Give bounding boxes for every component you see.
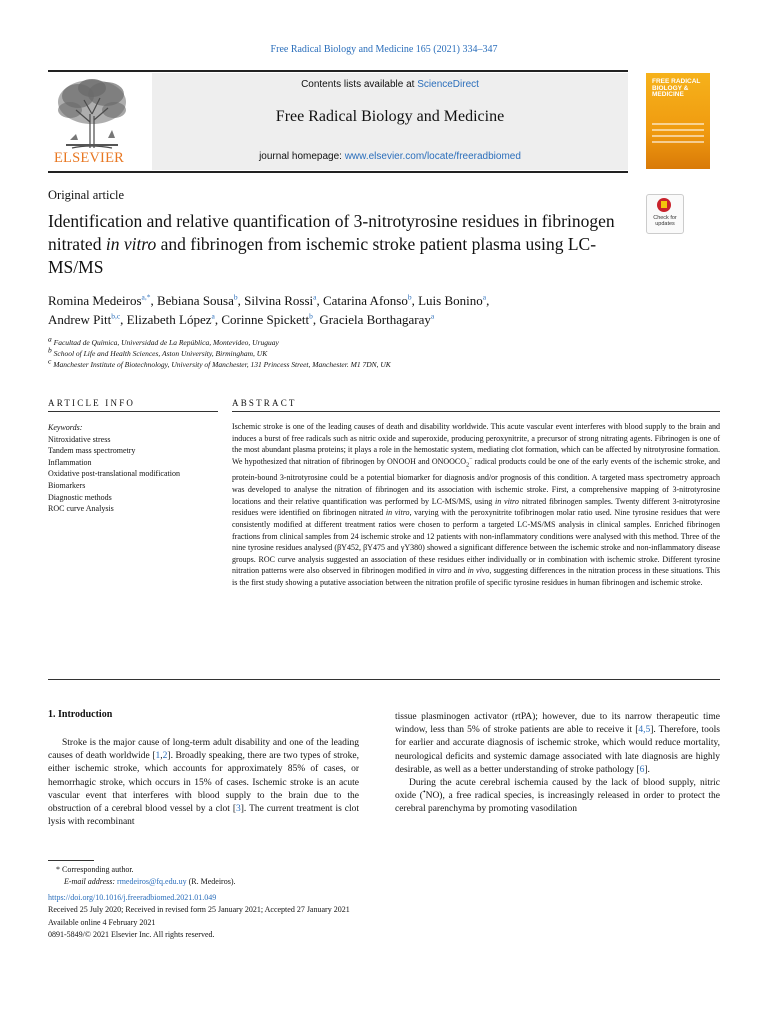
author-affiliation-mark[interactable]: a <box>430 311 435 321</box>
publication-info <box>48 892 728 942</box>
abstract-part: nitrated fibrinogen samples. Twenty different 3-nitrotyrosine residues were identified on fibrinogen nitrated <box>232 496 720 518</box>
bookmark-icon <box>661 201 667 208</box>
affiliation-text: Facultad de Química, Universidad de La República, Montevideo, Uruguay <box>53 338 279 347</box>
keywords-block <box>48 422 223 515</box>
abstract-italic: in vitro <box>495 496 519 506</box>
author-name[interactable]: Luis Bonino <box>418 293 483 308</box>
keywords-label: Keywords: <box>48 423 83 432</box>
citation-link[interactable]: 3 <box>236 804 241 815</box>
article-type: Original article <box>48 188 125 202</box>
author-name[interactable]: Bebiana Sousa <box>156 293 234 308</box>
email-suffix: (R. Medeiros). <box>186 877 236 887</box>
author-name[interactable]: Andrew Pitt <box>48 312 112 327</box>
body-text: ]. Broadly speaking, there are two types of stroke, either ischemic stroke, which accounts for approximately 85% of cases, or hemorrhagic stroke, which occurs in 15% of cases. Ischemic stroke is an acute vascular event that interferes with blood supply to the brain due to the obstruction of a cerebral blood vessel by a clot [ <box>48 751 359 815</box>
doi-link[interactable]: https://doi.org/10.1016/j.freeradbiomed.2021.01.049 <box>48 892 217 902</box>
title-text-2: and fibrinogen from ischemic stroke patient plasma using LC-MS/MS <box>48 234 597 277</box>
abstract-heading: ABSTRACT <box>232 398 297 408</box>
author-affiliation-mark[interactable]: a,* <box>141 292 151 302</box>
author-separator: , <box>312 312 320 327</box>
article-title <box>48 210 628 279</box>
abstract-bottom-rule <box>48 679 720 680</box>
citation-link[interactable]: 6 <box>639 764 645 775</box>
abstract-rule <box>232 411 720 412</box>
running-head[interactable]: Free Radical Biology and Medicine 165 (2021) 334–347 <box>270 44 498 55</box>
citation-link[interactable]: 4,5 <box>638 725 651 736</box>
title-text-1: Identification and relative quantification of 3-nitrotyrosine residues in fibrinogen nitrated <box>48 211 615 254</box>
journal-title: Free Radical Biology and Medicine <box>275 108 505 125</box>
author-separator: , <box>120 312 127 327</box>
banner-bottom-rule <box>48 171 628 173</box>
affiliation-item <box>48 345 648 359</box>
author-separator: , <box>214 312 222 327</box>
check-updates-label: Check for updates <box>653 215 677 227</box>
footnote-rule <box>48 860 94 861</box>
author-separator: , <box>316 293 323 308</box>
citation-link[interactable]: 2 <box>162 751 168 762</box>
abstract-part: and <box>451 566 468 576</box>
corresponding-author-note <box>48 864 728 876</box>
affiliation-mark: a <box>48 334 52 344</box>
elsevier-wordmark[interactable]: ELSEVIER <box>53 150 125 166</box>
author-affiliation-mark[interactable]: b <box>309 311 313 321</box>
author-affiliation-mark[interactable]: a <box>482 292 487 302</box>
affiliation-item <box>48 356 648 370</box>
author-affiliation-mark[interactable]: b <box>233 292 238 302</box>
copyright: 0891-5849/© 2021 Elsevier Inc. All rights reserved. <box>48 930 215 940</box>
author-affiliation-mark[interactable]: b <box>407 292 412 302</box>
title-italic: in vitro <box>105 234 157 254</box>
author-separator: , <box>237 293 245 308</box>
body-text: NO), a free radical species, is increasingly released in order to protect the cerebral parenchyma by promoting vasodilation <box>395 791 720 815</box>
author-name[interactable]: Romina Medeiros <box>48 293 142 308</box>
body-text: ]. Therefore, tools for earlier and accurate diagnosis of ischemic stroke, which would reduce mortality, neurological deficits and systemic damage associated with late diagnosis are highly desirable, as well as a better understanding of stroke pathology [ <box>395 725 720 775</box>
footnote-text: Corresponding author. <box>60 865 134 874</box>
introduction-heading: 1. Introduction <box>48 709 113 720</box>
author-separator: , <box>411 293 419 308</box>
body-text: During the acute cerebral ischemia caused by the lack of blood supply, nitric oxide ( <box>395 778 720 802</box>
abstract-italic: in vitro <box>428 566 452 576</box>
keyword: Diagnostic methods <box>48 492 112 502</box>
affiliation-item <box>48 334 648 348</box>
radical-dot: • <box>422 787 426 797</box>
abstract-italic: in vivo <box>467 566 490 576</box>
author-separator: , <box>150 293 157 308</box>
intro-right-column <box>395 711 720 817</box>
author-name[interactable]: Catarina Afonso <box>322 293 408 308</box>
email-label: E-mail address: <box>64 877 116 887</box>
email-link[interactable]: rmedeiros@fq.edu.uy <box>117 877 187 887</box>
paragraph <box>395 777 720 817</box>
abstract-part: , varying with the peroxynitrite tofibrinogen molar ratio used. Nine tyrosine residues that were consistently modified at different treatment ratios were chosen to perform a targeted LC-MS/MS analysis in clinical samples. Enriched fibrinogen fractions from clinical samples from 24 ischemic stroke and 12 patients with non-inflammatory conditions were analysed with this method. Three of the nine tyrosine residues analysed (βY452, βY475 and γY380) showed a significant difference between the ischemic stroke and non-inflammatory disease groups. ROC curve analysis suggested an association of these residues either individually or in combination with ischemic stroke. Different tyrosine nitration patterns were also observed in fibrinogen modified <box>232 508 720 576</box>
abstract-part: Ischemic stroke is one of the leading causes of death and disability worldwide. This acute vascular event interferes with blood supply to the brain and induces a burst of free radicals such as nitric oxide and superoxide, producing peroxynitrite, a precursor of strong nitrating agents. Fibrinogen is one of the most abundant plasma proteins; it plays a role in the hemostatic system, mediating clot formation, which can be affected by nitrotyrosine formation. We hypothesized that nitration of fibrinogen by ONOOH and ONOOCO <box>232 422 720 466</box>
body-text: ]. The current treatment is clot lysis with recombinant <box>48 804 359 828</box>
available-online: Available online 4 February 2021 <box>48 917 156 927</box>
footnote-mark: * <box>56 865 60 874</box>
homepage-prefix: journal homepage: <box>259 151 345 162</box>
intro-left-column <box>48 737 359 829</box>
received-dates: Received 25 July 2020; Received in revised form 25 January 2021; Accepted 27 January 2021 <box>48 905 350 915</box>
author-affiliation-mark[interactable]: a <box>313 292 317 302</box>
sciencedirect-link[interactable]: ScienceDirect <box>417 79 479 90</box>
footnotes <box>48 864 728 941</box>
abstract-text <box>232 421 720 589</box>
author-name[interactable]: Elizabeth López <box>126 312 212 327</box>
affiliation-text: School of Life and Health Sciences, Aston University, Birmingham, UK <box>53 349 268 358</box>
abstract-part: radical products could be one of the early events of the ischemic stroke, and protein-bound 3-nitrotyrosine could be a potential biomarker for diagnosis and/or prognosis of this condition. A targeted mass spectrometry approach was developed to analyse the nitration of fibrinogen and its association with ischemic stroke. First, a comprehensive mapping of 3-nitrotyrosine locations and their relative quantification was performed by LC-MS/MS, using <box>232 456 721 506</box>
author-name[interactable]: Graciela Borthagaray <box>319 312 431 327</box>
affiliation-mark: c <box>48 356 52 366</box>
author-separator: , <box>486 293 490 308</box>
abstract-italic: in vitro <box>385 508 410 518</box>
body-text: Stroke is the major cause of long-term adult disability and one of the leading causes of death worldwide [ <box>48 738 359 762</box>
affiliations <box>48 334 648 370</box>
author-name[interactable]: Silvina Rossi <box>244 293 314 308</box>
keyword: Inflammation <box>48 457 92 467</box>
author-affiliation-mark[interactable]: a <box>211 311 215 321</box>
keyword: Tandem mass spectrometry <box>48 446 136 456</box>
keyword: Biomarkers <box>48 480 86 490</box>
email-note <box>48 876 728 888</box>
journal-cover-thumbnail[interactable] <box>646 73 710 169</box>
affiliation-mark: b <box>48 345 52 355</box>
article-info-heading: ARTICLE INFO <box>48 398 136 408</box>
citation-link[interactable]: 1 <box>155 751 161 762</box>
author-list <box>48 291 648 329</box>
article-info-rule <box>48 411 218 412</box>
journal-homepage-line <box>152 151 628 162</box>
abstract-subscript: 2 <box>466 462 470 469</box>
author-affiliation-mark[interactable]: b,c <box>111 311 121 321</box>
journal-homepage-link[interactable]: www.elsevier.com/locate/freeradbiomed <box>344 151 521 162</box>
contents-line <box>152 79 628 90</box>
body-text: ]. <box>644 764 650 775</box>
check-for-updates-button[interactable] <box>646 194 684 234</box>
body-text: , <box>160 751 163 762</box>
cover-decoration <box>652 123 704 147</box>
contents-prefix: Contents lists available at <box>301 79 418 90</box>
cover-title: FREE RADICAL BIOLOGY & MEDICINE <box>652 78 701 98</box>
keyword: ROC curve Analysis <box>48 504 114 514</box>
banner-top-rule <box>48 70 628 72</box>
author-name[interactable]: Corinne Spickett <box>221 312 310 327</box>
keyword: Nitroxidative stress <box>48 434 111 444</box>
affiliation-text: Manchester Institute of Biotechnology, University of Manchester, 131 Princess Street, Manchester. M1 7DN, UK <box>53 360 391 369</box>
body-text: tissue plasminogen activator (rtPA); however, due to its narrow therapeutic time window, less than 5% of stroke patients are able to receive it [ <box>395 712 720 736</box>
keyword: Oxidative post-translational modification <box>48 469 180 479</box>
paragraph <box>395 711 720 777</box>
abstract-part: , suggesting differences in the nitration process in these situations. This is the first study showing a putative association between the nitration profile of specific tyrosine residues in human fibrinogen and ischemic stroke. <box>232 566 721 588</box>
abstract-superscript: − <box>469 456 473 463</box>
